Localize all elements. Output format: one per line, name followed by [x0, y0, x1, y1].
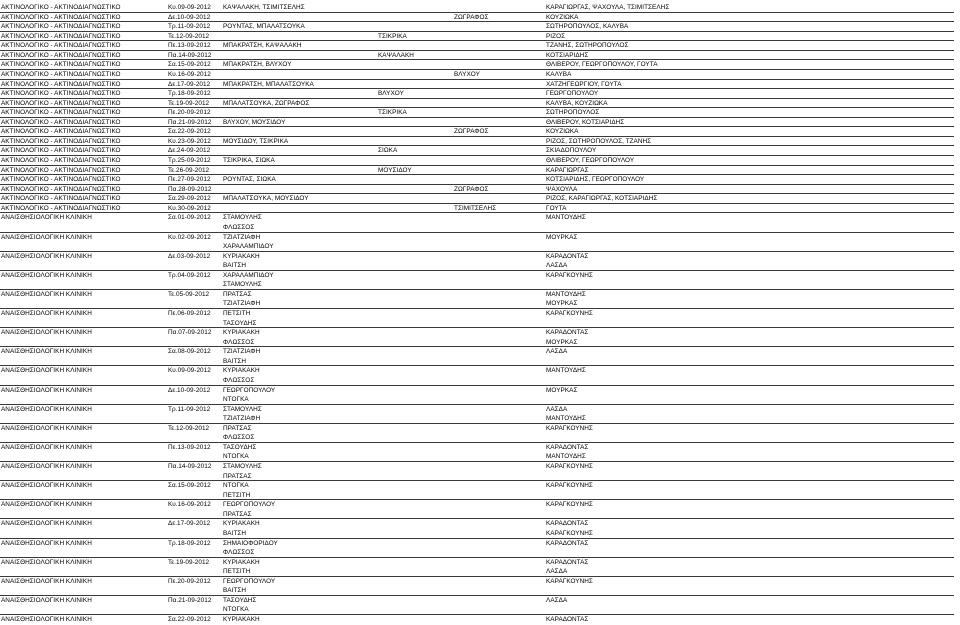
table-row — [0, 261, 960, 271]
clinic-cell: ΑΚΤΙΝΟΛΟΓΙΚΟ - ΑΚΤΙΝΟΔΙΑΓΝΩΣΤΙΚΟ — [1, 166, 121, 174]
clinic-cell: ΑΝΑΙΣΘΗΣΙΟΛΟΓΙΚΗ ΚΛΙΝΙΚΗ — [1, 520, 92, 528]
date-cell: Τε.19-09-2012 — [168, 99, 210, 107]
date-cell: Σα.08-09-2012 — [168, 348, 211, 356]
table-row — [0, 558, 960, 568]
doctor-cell-4: ΓΕΩΡΓΟΠΟΥΛΟΥ — [546, 90, 599, 98]
doctor-cell-1: ΠΕΤΣΙΤΗ — [223, 568, 251, 576]
clinic-cell: ΑΚΤΙΝΟΛΟΓΙΚΟ - ΑΚΤΙΝΟΔΙΑΓΝΩΣΤΙΚΟ — [1, 185, 121, 193]
doctor-cell-4: ΨΑΧΟΥΛΑ — [546, 185, 578, 193]
doctor-cell-4: ΚΑΡΑΓΙΩΡΓΑΣ, ΨΑΧΟΥΛΑ, ΤΣΙΜΙΤΣΕΛΗΣ — [546, 4, 670, 11]
date-cell: Σα.29-09-2012 — [168, 195, 211, 203]
doctor-cell-1: ΠΕΤΣΙΤΗ — [223, 491, 251, 499]
doctor-cell-4: ΚΑΡΑΔΟΝΤΑΣ — [546, 329, 589, 337]
date-cell: Τε.12-09-2012 — [168, 32, 210, 40]
doctor-cell-1: ΒΛΥΧΟΥ, ΜΟΥΣΙΔΟΥ — [223, 118, 286, 126]
table-row — [0, 166, 960, 176]
doctor-cell-1: ΜΠΑΚΡΑΤΣΗ, ΜΠΑΛΑΤΣΟΥΚΑ — [223, 80, 314, 88]
doctor-cell-1: ΣΤΑΜΟΥΛΗΣ — [223, 405, 262, 413]
doctor-cell-4: ΜΟΥΡΚΑΣ — [546, 300, 578, 308]
table-row — [0, 319, 960, 329]
doctor-cell-1: ΧΑΡΑΛΑΜΠΙΔΟΥ — [223, 271, 274, 279]
clinic-cell: ΑΝΑΙΣΘΗΣΙΟΛΟΓΙΚΗ ΚΛΙΝΙΚΗ — [1, 233, 92, 241]
date-cell: Πα.21-09-2012 — [168, 118, 212, 126]
table-row — [0, 539, 960, 549]
clinic-cell: ΑΚΤΙΝΟΛΟΓΙΚΟ - ΑΚΤΙΝΟΔΙΑΓΝΩΣΤΙΚΟ — [1, 80, 121, 88]
doctor-cell-1: ΚΥΡΙΑΚΑΚΗ — [223, 252, 260, 260]
table-row — [0, 127, 960, 137]
date-cell: Κυ.09-09-2012 — [168, 4, 211, 11]
doctor-cell-1: ΤΖΙΑΤΖΙΑΦΗ — [223, 300, 261, 308]
doctor-cell-1: ΜΠΑΛΑΤΣΟΥΚΑ, ΖΩΓΡΑΦΟΣ — [223, 99, 310, 107]
table-row — [0, 548, 960, 558]
doctor-cell-1: ΝΤΟΓΚΑ — [223, 482, 249, 490]
doctor-cell-4: ΚΑΡΑΔΟΝΤΑΣ — [546, 558, 589, 566]
doctor-cell-4: ΘΛΙΒΕΡΟΥ, ΓΕΩΡΓΟΠΟΥΛΟΥ — [546, 157, 635, 164]
table-row — [0, 500, 960, 510]
doctor-cell-4: ΡΙΖΟΣ, ΣΩΤΗΡΟΠΟΥΛΟΣ, ΤΖΑΝΗΣ — [546, 137, 652, 145]
table-row — [0, 519, 960, 529]
table-row — [0, 529, 960, 539]
clinic-cell: ΑΝΑΙΣΘΗΣΙΟΛΟΓΙΚΗ ΚΛΙΝΙΚΗ — [1, 252, 92, 260]
date-cell: Πε.20-09-2012 — [168, 109, 211, 117]
table-row — [0, 41, 960, 51]
table-row — [0, 13, 960, 23]
doctor-cell-2: ΣΙΩΚΑ — [378, 147, 398, 155]
doctor-cell-4: ΛΑΣΔΑ — [546, 596, 568, 604]
doctor-cell-1: ΤΣΙΚΡΙΚΑ, ΣΙΩΚΑ — [223, 157, 275, 164]
doctor-cell-2: ΤΣΙΚΡΙΚΑ — [378, 109, 407, 117]
table-row — [0, 491, 960, 501]
table-row — [0, 271, 960, 281]
doctor-cell-3: ΤΣΙΜΙΤΣΕΛΗΣ — [454, 204, 497, 212]
date-cell: Τρ.11-09-2012 — [168, 405, 211, 413]
doctor-cell-4: ΚΟΤΣΙΑΡΙΔΗΣ, ΓΕΩΡΓΟΠΟΥΛΟΥ — [546, 176, 645, 184]
table-row — [0, 605, 960, 615]
doctor-cell-4: ΓΟΥΤΑ — [546, 204, 567, 212]
table-row — [0, 424, 960, 434]
table-row — [0, 299, 960, 309]
date-cell: Τε.12-09-2012 — [168, 424, 210, 432]
clinic-cell: ΑΚΤΙΝΟΛΟΓΙΚΟ - ΑΚΤΙΝΟΔΙΑΓΝΩΣΤΙΚΟ — [1, 128, 121, 136]
table-row — [0, 386, 960, 396]
clinic-cell: ΑΝΑΙΣΘΗΣΙΟΛΟΓΙΚΗ ΚΛΙΝΙΚΗ — [1, 386, 92, 394]
table-row — [0, 80, 960, 90]
doctor-cell-4: ΜΟΥΡΚΑΣ — [546, 338, 578, 346]
table-row — [0, 89, 960, 99]
table-row — [0, 395, 960, 405]
date-cell: Τρ.25-09-2012 — [168, 157, 211, 164]
doctor-cell-4: ΡΙΖΟΣ, ΚΑΡΑΓΙΩΡΓΑΣ, ΚΟΤΣΙΑΡΙΔΗΣ — [546, 195, 658, 203]
doctor-cell-4: ΚΑΛΥΒΑ — [546, 70, 572, 78]
date-cell: Κυ.02-09-2012 — [168, 233, 211, 241]
doctor-cell-4: ΚΑΡΑΓΚΟΥΝΗΣ — [546, 271, 593, 279]
doctor-cell-4: ΚΑΛΥΒΑ, ΚΟΥΖΙΩΚΑ — [546, 99, 608, 107]
date-cell: Σα.01-09-2012 — [168, 214, 211, 222]
doctor-cell-4: ΣΩΤΗΡΟΠΟΥΛΟΣ — [546, 109, 600, 117]
clinic-cell: ΑΝΑΙΣΘΗΣΙΟΛΟΓΙΚΗ ΚΛΙΝΙΚΗ — [1, 214, 92, 222]
table-row — [0, 175, 960, 185]
table-row — [0, 366, 960, 376]
clinic-cell: ΑΝΑΙΣΘΗΣΙΟΛΟΓΙΚΗ ΚΛΙΝΙΚΗ — [1, 577, 92, 585]
doctor-cell-3: ΖΩΓΡΑΦΟΣ — [454, 13, 489, 21]
doctor-cell-4: ΛΑΣΔΑ — [546, 568, 568, 576]
clinic-cell: ΑΚΤΙΝΟΛΟΓΙΚΟ - ΑΚΤΙΝΟΔΙΑΓΝΩΣΤΙΚΟ — [1, 118, 121, 126]
clinic-cell: ΑΚΤΙΝΟΛΟΓΙΚΟ - ΑΚΤΙΝΟΔΙΑΓΝΩΣΤΙΚΟ — [1, 147, 121, 155]
doctor-cell-1: ΜΟΥΣΙΔΟΥ, ΤΣΙΚΡΙΚΑ — [223, 137, 289, 145]
table-row — [0, 51, 960, 61]
doctor-cell-4: ΚΑΡΑΓΚΟΥΝΗΣ — [546, 529, 593, 537]
table-row — [0, 70, 960, 80]
doctor-cell-1: ΣΤΑΜΟΥΛΗΣ — [223, 463, 262, 470]
doctor-cell-1: ΓΕΩΡΓΟΠΟΥΛΟΥ — [223, 577, 276, 585]
table-row — [0, 567, 960, 577]
clinic-cell: ΑΚΤΙΝΟΛΟΓΙΚΟ - ΑΚΤΙΝΟΔΙΑΓΝΩΣΤΙΚΟ — [1, 90, 121, 98]
doctor-cell-1: ΚΥΡΙΑΚΑΚΗ — [223, 520, 260, 528]
doctor-cell-4: ΚΟΤΣΙΑΡΙΔΗΣ — [546, 51, 589, 59]
doctor-cell-4: ΡΙΖΟΣ — [546, 32, 566, 40]
doctor-cell-3: ΖΩΓΡΑΦΟΣ — [454, 128, 489, 136]
table-row — [0, 376, 960, 386]
clinic-cell: ΑΚΤΙΝΟΛΟΓΙΚΟ - ΑΚΤΙΝΟΔΙΑΓΝΩΣΤΙΚΟ — [1, 42, 121, 50]
date-cell: Πα.28-09-2012 — [168, 185, 212, 193]
doctor-cell-1: ΝΤΟΓΚΑ — [223, 396, 249, 404]
doctor-cell-4: ΜΑΝΤΟΥΔΗΣ — [546, 214, 586, 222]
doctor-cell-1: ΣΤΑΜΟΥΛΗΣ — [223, 214, 262, 222]
doctor-cell-1: ΤΖΙΑΤΖΙΑΦΗ — [223, 348, 261, 356]
doctor-cell-4: ΚΑΡΑΓΚΟΥΝΗΣ — [546, 577, 593, 585]
date-cell: Τρ.18-09-2012 — [168, 539, 211, 547]
doctor-cell-1: ΦΛΩΣΣΟΣ — [223, 338, 255, 346]
table-row — [0, 242, 960, 252]
doctor-cell-1: ΠΕΤΣΙΤΗ — [223, 310, 251, 317]
doctor-cell-4: ΜΑΝΤΟΥΔΗΣ — [546, 367, 586, 375]
doctor-cell-1: ΡΟΥΝΤΑΣ, ΜΠΑΛΑΤΣΟΥΚΑ — [223, 23, 305, 31]
doctor-cell-4: ΚΑΡΑΔΟΝΤΑΣ — [546, 443, 589, 451]
doctor-cell-4: ΚΑΡΑΓΚΟΥΝΗΣ — [546, 310, 593, 317]
doctor-cell-4: ΚΑΡΑΓΚΟΥΝΗΣ — [546, 463, 593, 470]
date-cell: Σα.15-09-2012 — [168, 61, 211, 69]
date-cell: Πε.20-09-2012 — [168, 577, 211, 585]
table-row — [0, 443, 960, 453]
clinic-cell: ΑΚΤΙΝΟΛΟΓΙΚΟ - ΑΚΤΙΝΟΔΙΑΓΝΩΣΤΙΚΟ — [1, 32, 121, 40]
table-row — [0, 99, 960, 109]
table-row — [0, 510, 960, 520]
doctor-cell-4: ΣΚΙΑΔΟΠΟΥΛΟΥ — [546, 147, 597, 155]
table-row — [0, 615, 960, 625]
doctor-cell-2: ΜΟΥΣΙΔΟΥ — [378, 166, 412, 174]
clinic-cell: ΑΝΑΙΣΘΗΣΙΟΛΟΓΙΚΗ ΚΛΙΝΙΚΗ — [1, 443, 92, 451]
table-row — [0, 223, 960, 233]
table-row — [0, 32, 960, 42]
table-row — [0, 481, 960, 491]
table-row — [0, 433, 960, 443]
clinic-cell: ΑΚΤΙΝΟΛΟΓΙΚΟ - ΑΚΤΙΝΟΔΙΑΓΝΩΣΤΙΚΟ — [1, 109, 121, 117]
table-row — [0, 137, 960, 147]
doctor-cell-4: ΣΩΤΗΡΟΠΟΥΛΟΣ, ΚΑΛΥΒΑ — [546, 23, 629, 31]
date-cell: Τε.26-09-2012 — [168, 166, 210, 174]
table-row — [0, 586, 960, 596]
clinic-cell: ΑΝΑΙΣΘΗΣΙΟΛΟΓΙΚΗ ΚΛΙΝΙΚΗ — [1, 271, 92, 279]
table-row — [0, 290, 960, 300]
doctor-cell-1: ΠΡΑΤΣΑΣ — [223, 510, 252, 518]
doctor-cell-2: ΒΛΥΧΟΥ — [378, 90, 404, 98]
date-cell: Πα.21-09-2012 — [168, 596, 212, 604]
clinic-cell: ΑΝΑΙΣΘΗΣΙΟΛΟΓΙΚΗ ΚΛΙΝΙΚΗ — [1, 539, 92, 547]
doctor-cell-1: ΡΟΥΝΤΑΣ, ΣΙΩΚΑ — [223, 176, 276, 184]
table-row — [0, 156, 960, 166]
doctor-cell-1: ΦΛΩΣΣΟΣ — [223, 549, 255, 557]
date-cell: Πα.07-09-2012 — [168, 329, 212, 337]
doctor-cell-4: ΛΑΣΔΑ — [546, 405, 568, 413]
table-row — [0, 347, 960, 357]
date-cell: Τρ.11-09-2012 — [168, 23, 211, 31]
doctor-cell-1: ΒΑΙΤΣΗ — [223, 357, 247, 365]
table-row — [0, 146, 960, 156]
table-row — [0, 309, 960, 319]
table-row — [0, 596, 960, 606]
clinic-cell: ΑΚΤΙΝΟΛΟΓΙΚΟ - ΑΚΤΙΝΟΔΙΑΓΝΩΣΤΙΚΟ — [1, 13, 121, 21]
doctor-cell-2: ΚΑΨΑΛΑΚΗ — [378, 51, 414, 59]
clinic-cell: ΑΚΤΙΝΟΛΟΓΙΚΟ - ΑΚΤΙΝΟΔΙΑΓΝΩΣΤΙΚΟ — [1, 61, 121, 69]
doctor-cell-4: ΜΟΥΡΚΑΣ — [546, 233, 578, 241]
doctor-cell-4: ΚΟΥΖΙΩΚΑ — [546, 128, 579, 136]
clinic-cell: ΑΝΑΙΣΘΗΣΙΟΛΟΓΙΚΗ ΚΛΙΝΙΚΗ — [1, 310, 92, 317]
doctor-cell-1: ΤΑΣΟΥΔΗΣ — [223, 596, 257, 604]
date-cell: Κυ.16-09-2012 — [168, 70, 211, 78]
doctor-cell-1: ΚΥΡΙΑΚΑΚΗ — [223, 616, 260, 623]
date-cell: Δε.10-09-2012 — [168, 386, 211, 394]
clinic-cell: ΑΚΤΙΝΟΛΟΓΙΚΟ - ΑΚΤΙΝΟΔΙΑΓΝΩΣΤΙΚΟ — [1, 204, 121, 212]
date-cell: Πε.13-09-2012 — [168, 443, 211, 451]
date-cell: Σα.15-09-2012 — [168, 482, 211, 490]
clinic-cell: ΑΝΑΙΣΘΗΣΙΟΛΟΓΙΚΗ ΚΛΙΝΙΚΗ — [1, 616, 92, 623]
doctor-cell-1: ΓΕΩΡΓΟΠΟΥΛΟΥ — [223, 501, 276, 509]
doctor-cell-4: ΚΑΡΑΔΟΝΤΑΣ — [546, 252, 589, 260]
doctor-cell-4: ΚΟΥΖΙΩΚΑ — [546, 13, 579, 21]
clinic-cell: ΑΝΑΙΣΘΗΣΙΟΛΟΓΙΚΗ ΚΛΙΝΙΚΗ — [1, 558, 92, 566]
date-cell: Δε.10-09-2012 — [168, 13, 211, 21]
date-cell: Σα.22-09-2012 — [168, 616, 211, 623]
doctor-cell-4: ΤΖΑΝΗΣ, ΣΩΤΗΡΟΠΟΥΛΟΣ — [546, 42, 629, 50]
clinic-cell: ΑΝΑΙΣΘΗΣΙΟΛΟΓΙΚΗ ΚΛΙΝΙΚΗ — [1, 501, 92, 509]
table-row — [0, 405, 960, 415]
table-row — [0, 280, 960, 290]
doctor-cell-1: ΒΑΙΤΣΗ — [223, 587, 247, 595]
table-row — [0, 328, 960, 338]
doctor-cell-4: ΜΑΝΤΟΥΔΗΣ — [546, 453, 586, 461]
table-row — [0, 357, 960, 367]
clinic-cell: ΑΝΑΙΣΘΗΣΙΟΛΟΓΙΚΗ ΚΛΙΝΙΚΗ — [1, 482, 92, 490]
doctor-cell-1: ΒΑΙΤΣΗ — [223, 262, 247, 270]
clinic-cell: ΑΝΑΙΣΘΗΣΙΟΛΟΓΙΚΗ ΚΛΙΝΙΚΗ — [1, 329, 92, 337]
clinic-cell: ΑΝΑΙΣΘΗΣΙΟΛΟΓΙΚΗ ΚΛΙΝΙΚΗ — [1, 348, 92, 356]
doctor-cell-1: ΤΖΙΑΤΖΙΑΦΗ — [223, 415, 261, 423]
doctor-cell-1: ΚΥΡΙΑΚΑΚΗ — [223, 329, 260, 337]
clinic-cell: ΑΚΤΙΝΟΛΟΓΙΚΟ - ΑΚΤΙΝΟΔΙΑΓΝΩΣΤΙΚΟ — [1, 195, 121, 203]
doctor-cell-3: ΒΛΥΧΟΥ — [454, 70, 480, 78]
doctor-cell-1: ΚΥΡΙΑΚΑΚΗ — [223, 558, 260, 566]
date-cell: Κυ.30-09-2012 — [168, 204, 211, 212]
date-cell: Τε.05-09-2012 — [168, 290, 210, 298]
doctor-cell-1: ΜΠΑΚΡΑΤΣΗ, ΒΛΥΧΟΥ — [223, 61, 292, 69]
doctor-cell-4: ΚΑΡΑΔΟΝΤΑΣ — [546, 616, 589, 623]
doctor-cell-4: ΚΑΡΑΓΚΟΥΝΗΣ — [546, 424, 593, 432]
date-cell: Πα.14-09-2012 — [168, 51, 212, 59]
date-cell: Τρ.18-09-2012 — [168, 90, 211, 98]
doctor-cell-4: ΚΑΡΑΓΙΩΡΓΑΣ — [546, 166, 589, 174]
table-row — [0, 213, 960, 223]
doctor-cell-4: ΜΑΝΤΟΥΔΗΣ — [546, 415, 586, 423]
clinic-cell: ΑΚΤΙΝΟΛΟΓΙΚΟ - ΑΚΤΙΝΟΔΙΑΓΝΩΣΤΙΚΟ — [1, 99, 121, 107]
date-cell: Κυ.16-09-2012 — [168, 501, 211, 509]
table-row — [0, 185, 960, 195]
clinic-cell: ΑΚΤΙΝΟΛΟΓΙΚΟ - ΑΚΤΙΝΟΔΙΑΓΝΩΣΤΙΚΟ — [1, 51, 121, 59]
date-cell: Πε.13-09-2012 — [168, 42, 211, 50]
table-row — [0, 472, 960, 482]
doctor-cell-1: ΧΑΡΑΛΑΜΠΙΔΟΥ — [223, 243, 274, 251]
date-cell: Δε.17-09-2012 — [168, 520, 211, 528]
table-row — [0, 577, 960, 587]
table-row — [0, 3, 960, 13]
doctor-cell-1: ΚΥΡΙΑΚΑΚΗ — [223, 367, 260, 375]
date-cell: Δε.24-09-2012 — [168, 147, 211, 155]
doctor-cell-1: ΤΑΣΟΥΔΗΣ — [223, 319, 257, 327]
clinic-cell: ΑΝΑΙΣΘΗΣΙΟΛΟΓΙΚΗ ΚΛΙΝΙΚΗ — [1, 463, 92, 470]
doctor-cell-4: ΛΑΣΔΑ — [546, 262, 568, 270]
doctor-cell-1: ΦΛΩΣΣΟΣ — [223, 434, 255, 442]
doctor-cell-1: ΤΖΙΑΤΖΙΑΦΗ — [223, 233, 261, 241]
table-row — [0, 452, 960, 462]
doctor-cell-1: ΠΡΑΤΣΑΣ — [223, 424, 252, 432]
table-row — [0, 233, 960, 243]
doctor-cell-4: ΜΟΥΡΚΑΣ — [546, 386, 578, 394]
doctor-cell-4: ΚΑΡΑΓΚΟΥΝΗΣ — [546, 501, 593, 509]
table-row — [0, 118, 960, 128]
clinic-cell: ΑΚΤΙΝΟΛΟΓΙΚΟ - ΑΚΤΙΝΟΔΙΑΓΝΩΣΤΙΚΟ — [1, 70, 121, 78]
clinic-cell: ΑΝΑΙΣΘΗΣΙΟΛΟΓΙΚΗ ΚΛΙΝΙΚΗ — [1, 424, 92, 432]
doctor-cell-1: ΦΛΩΣΣΟΣ — [223, 223, 255, 231]
clinic-cell: ΑΚΤΙΝΟΛΟΓΙΚΟ - ΑΚΤΙΝΟΔΙΑΓΝΩΣΤΙΚΟ — [1, 4, 121, 11]
doctor-cell-4: ΘΛΙΒΕΡΟΥ, ΚΟΤΣΙΑΡΙΔΗΣ — [546, 118, 625, 126]
doctor-cell-1: ΚΑΨΑΛΑΚΗ, ΤΣΙΜΙΤΣΕΛΗΣ — [223, 4, 305, 11]
doctor-cell-1: ΠΡΑΤΣΑΣ — [223, 290, 252, 298]
table-row — [0, 60, 960, 70]
doctor-cell-1: ΠΡΑΤΣΑΣ — [223, 472, 252, 480]
clinic-cell: ΑΚΤΙΝΟΛΟΓΙΚΟ - ΑΚΤΙΝΟΔΙΑΓΝΩΣΤΙΚΟ — [1, 23, 121, 31]
duty-roster-table — [0, 3, 960, 625]
table-row — [0, 462, 960, 472]
doctor-cell-1: ΜΠΑΚΡΑΤΣΗ, ΚΑΨΑΛΑΚΗ — [223, 42, 302, 50]
clinic-cell: ΑΝΑΙΣΘΗΣΙΟΛΟΓΙΚΗ ΚΛΙΝΙΚΗ — [1, 596, 92, 604]
clinic-cell: ΑΚΤΙΝΟΛΟΓΙΚΟ - ΑΚΤΙΝΟΔΙΑΓΝΩΣΤΙΚΟ — [1, 176, 121, 184]
date-cell: Πε.06-09-2012 — [168, 310, 211, 317]
doctor-cell-4: ΚΑΡΑΔΟΝΤΑΣ — [546, 520, 589, 528]
table-row — [0, 252, 960, 262]
doctor-cell-1: ΣΤΑΜΟΥΛΗΣ — [223, 281, 262, 289]
doctor-cell-1: ΓΕΩΡΓΟΠΟΥΛΟΥ — [223, 386, 276, 394]
date-cell: Πα.14-09-2012 — [168, 463, 212, 470]
doctor-cell-4: ΧΑΤΖΗΓΕΩΡΓΙΟΥ, ΓΟΥΤΑ — [546, 80, 622, 88]
date-cell: Κυ.09-09-2012 — [168, 367, 211, 375]
date-cell: Κυ.23-09-2012 — [168, 137, 211, 145]
clinic-cell: ΑΚΤΙΝΟΛΟΓΙΚΟ - ΑΚΤΙΝΟΔΙΑΓΝΩΣΤΙΚΟ — [1, 137, 121, 145]
date-cell: Δε.17-09-2012 — [168, 80, 211, 88]
doctor-cell-3: ΖΩΓΡΑΦΟΣ — [454, 185, 489, 193]
date-cell: Τρ.04-09-2012 — [168, 271, 211, 279]
doctor-cell-1: ΝΤΟΓΚΑ — [223, 453, 249, 461]
doctor-cell-1: ΝΤΟΓΚΑ — [223, 606, 249, 614]
table-row — [0, 204, 960, 214]
doctor-cell-4: ΚΑΡΑΓΚΟΥΝΗΣ — [546, 482, 593, 490]
doctor-cell-4: ΚΑΡΑΔΟΝΤΑΣ — [546, 539, 589, 547]
date-cell: Σα.22-09-2012 — [168, 128, 211, 136]
date-cell: Δε.03-09-2012 — [168, 252, 211, 260]
doctor-cell-4: ΜΑΝΤΟΥΔΗΣ — [546, 290, 586, 298]
table-row — [0, 194, 960, 204]
doctor-cell-1: ΣΗΜΑΙΟΦΟΡΙΔΟΥ — [223, 539, 278, 547]
table-row — [0, 414, 960, 424]
clinic-cell: ΑΚΤΙΝΟΛΟΓΙΚΟ - ΑΚΤΙΝΟΔΙΑΓΝΩΣΤΙΚΟ — [1, 157, 121, 164]
date-cell: Τε.19-09-2012 — [168, 558, 210, 566]
clinic-cell: ΑΝΑΙΣΘΗΣΙΟΛΟΓΙΚΗ ΚΛΙΝΙΚΗ — [1, 367, 92, 375]
doctor-cell-2: ΤΣΙΚΡΙΚΑ — [378, 32, 407, 40]
clinic-cell: ΑΝΑΙΣΘΗΣΙΟΛΟΓΙΚΗ ΚΛΙΝΙΚΗ — [1, 290, 92, 298]
doctor-cell-4: ΘΛΙΒΕΡΟΥ, ΓΕΩΡΓΟΠΟΥΛΟΥ, ΓΟΥΤΑ — [546, 61, 658, 69]
date-cell: Πε.27-09-2012 — [168, 176, 211, 184]
table-row — [0, 108, 960, 118]
doctor-cell-1: ΤΑΣΟΥΔΗΣ — [223, 443, 257, 451]
doctor-cell-1: ΦΛΩΣΣΟΣ — [223, 376, 255, 384]
clinic-cell: ΑΝΑΙΣΘΗΣΙΟΛΟΓΙΚΗ ΚΛΙΝΙΚΗ — [1, 405, 92, 413]
table-row — [0, 22, 960, 32]
doctor-cell-1: ΜΠΑΛΑΤΣΟΥΚΑ, ΜΟΥΣΙΔΟΥ — [223, 195, 309, 203]
doctor-cell-1: ΒΑΙΤΣΗ — [223, 529, 247, 537]
table-row — [0, 338, 960, 348]
doctor-cell-4: ΛΑΣΔΑ — [546, 348, 568, 356]
